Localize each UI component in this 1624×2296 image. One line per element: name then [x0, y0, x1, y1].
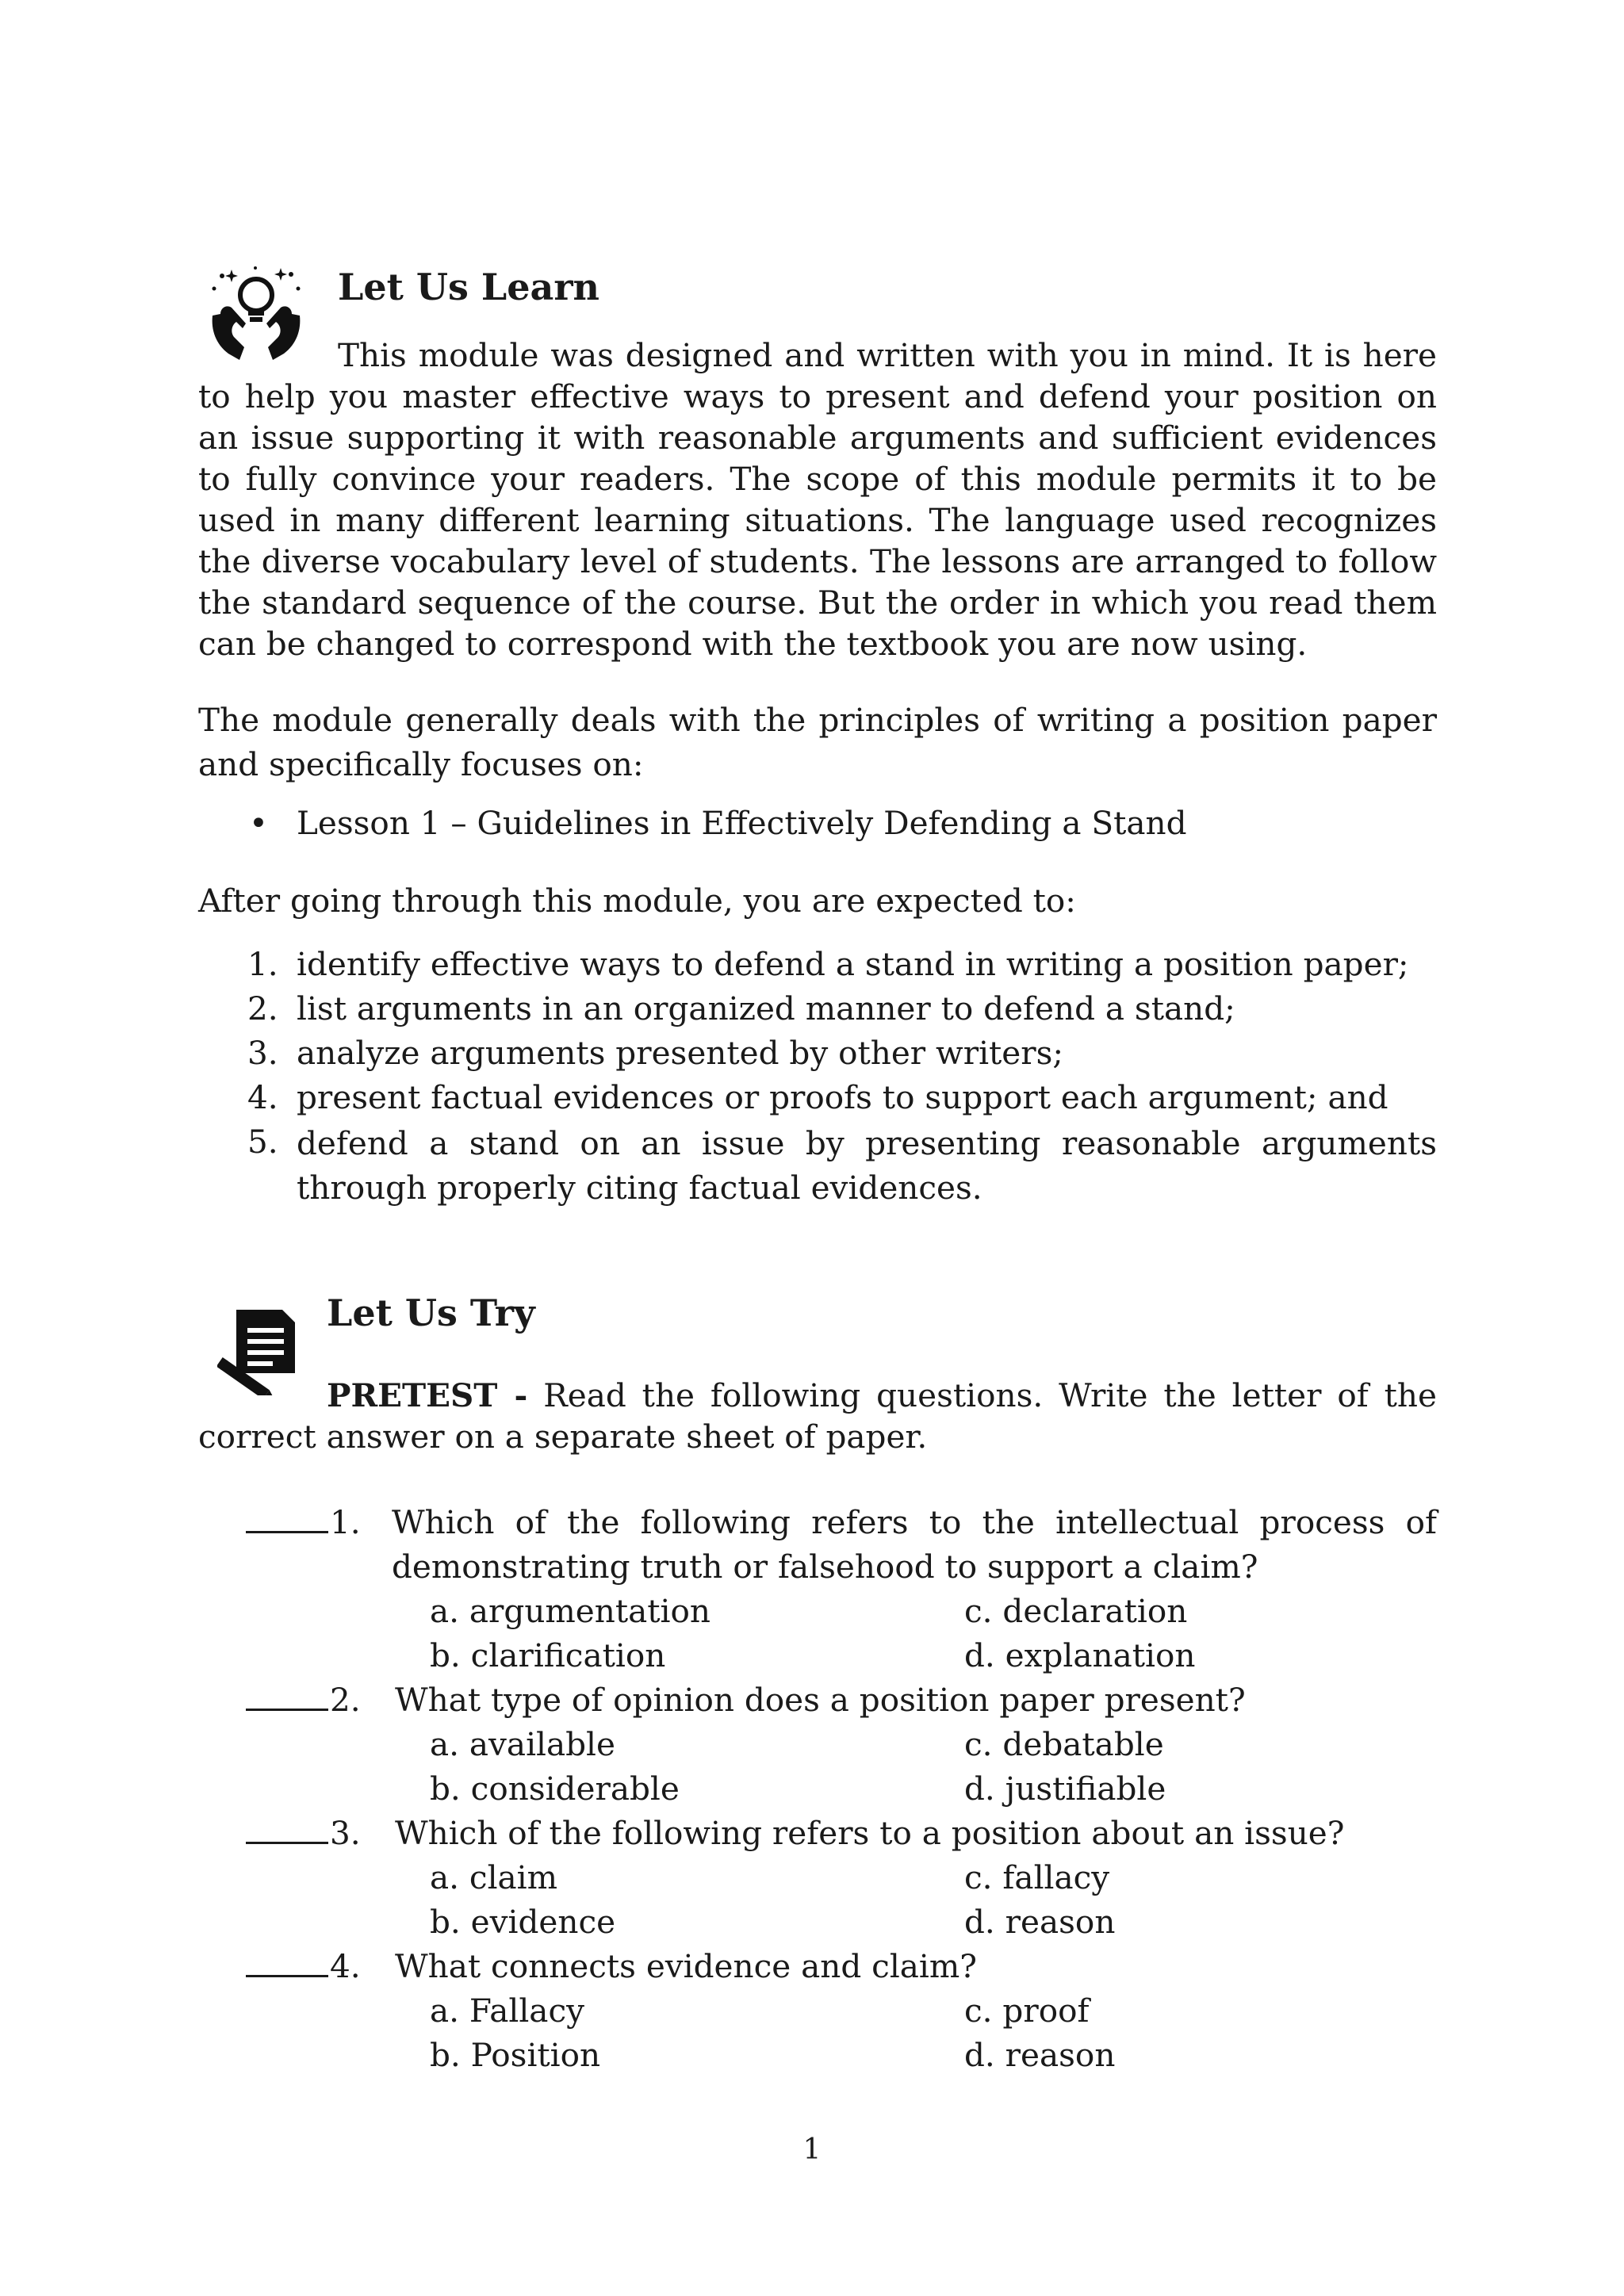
learn-heading: Let Us Learn	[338, 266, 599, 308]
objective-text: identify effective ways to defend a stand in writing a position paper;	[297, 945, 1409, 983]
pretest-instructions: Read the following questions. Write the letter of the correct answer on a separate sheet of paper.	[198, 1376, 1437, 1456]
option-b: b. considerable	[430, 1770, 680, 1808]
option-c: c. debatable	[964, 1725, 1164, 1763]
bullet-dot: •	[249, 804, 268, 842]
pretest-paragraph	[198, 1375, 1437, 1457]
option-a: a. claim	[430, 1858, 558, 1896]
question-number: 1.	[330, 1503, 361, 1541]
option-c: c. declaration	[964, 1592, 1188, 1630]
option-d: d. explanation	[964, 1636, 1196, 1674]
learn-focus-paragraph: The module generally deals with the principles of writing a position paper and specifically focuses on:	[198, 701, 1437, 783]
option-c: c. proof	[964, 1992, 1090, 2030]
page-number: 1	[802, 2133, 822, 2166]
objective-text: list arguments in an organized manner to defend a stand;	[297, 989, 1235, 1027]
learn-intro-paragraph: This module was designed and written with you in mind. It is here to help you master effective ways to present and defend your position on an issue supporting it with reasonable arguments and sufficient evidences to fully convince your readers. The scope of this module permits it to be used in many different learning situations. The language used recognizes the diverse vocabulary level of students. The lessons are arranged to follow the standard sequence of the course. But the order in which you read them can be changed to correspond with the textbook you are now using.	[198, 336, 1437, 663]
option-d: d. reason	[964, 1903, 1116, 1941]
answer-blank[interactable]	[246, 1678, 330, 1722]
objective-text: defend a stand on an issue by presenting reasonable arguments through properly citing factual evidences.	[297, 1124, 1437, 1207]
question-text: Which of the following refers to the intellectual process of demonstrating truth or falsehood to support a claim?	[392, 1503, 1437, 1586]
option-a: a. argumentation	[430, 1592, 710, 1630]
pretest-label: PRETEST -	[327, 1376, 528, 1414]
option-a: a. Fallacy	[430, 1992, 585, 2030]
question-number: 4.	[330, 1947, 361, 1985]
question-list	[198, 1500, 1437, 2087]
option-b: b. clarification	[430, 1636, 666, 1674]
answer-blank[interactable]	[246, 1944, 330, 1988]
option-b: b. evidence	[430, 1903, 616, 1941]
objective-item: 2.	[247, 989, 278, 1027]
objective-item: 1.	[247, 945, 278, 983]
expected-intro: After going through this module, you are expected to:	[198, 882, 1076, 920]
answer-blank[interactable]	[246, 1811, 330, 1855]
objective-text: present factual evidences or proofs to support each argument; and	[297, 1078, 1388, 1116]
option-d: d. reason	[964, 2036, 1116, 2074]
option-a: a. available	[430, 1725, 615, 1763]
objective-item: 4.	[247, 1078, 278, 1116]
answer-blank[interactable]	[246, 1500, 330, 1544]
question-text: What type of opinion does a position paper present?	[395, 1681, 1246, 1719]
lesson-bullet-text: Lesson 1 – Guidelines in Effectively Defending a Stand	[297, 804, 1187, 842]
option-b: b. Position	[430, 2036, 601, 2074]
objective-item: 3.	[247, 1034, 278, 1072]
option-c: c. fallacy	[964, 1858, 1110, 1896]
question-text: Which of the following refers to a position about an issue?	[395, 1814, 1345, 1852]
question-text: What connects evidence and claim?	[395, 1947, 978, 1985]
question-number: 2.	[330, 1681, 361, 1719]
objective-item: 5.	[247, 1123, 278, 1161]
objective-text: analyze arguments presented by other writers;	[297, 1034, 1064, 1072]
option-d: d. justifiable	[964, 1770, 1166, 1808]
question-number: 3.	[330, 1814, 361, 1852]
try-heading: Let Us Try	[327, 1292, 535, 1334]
